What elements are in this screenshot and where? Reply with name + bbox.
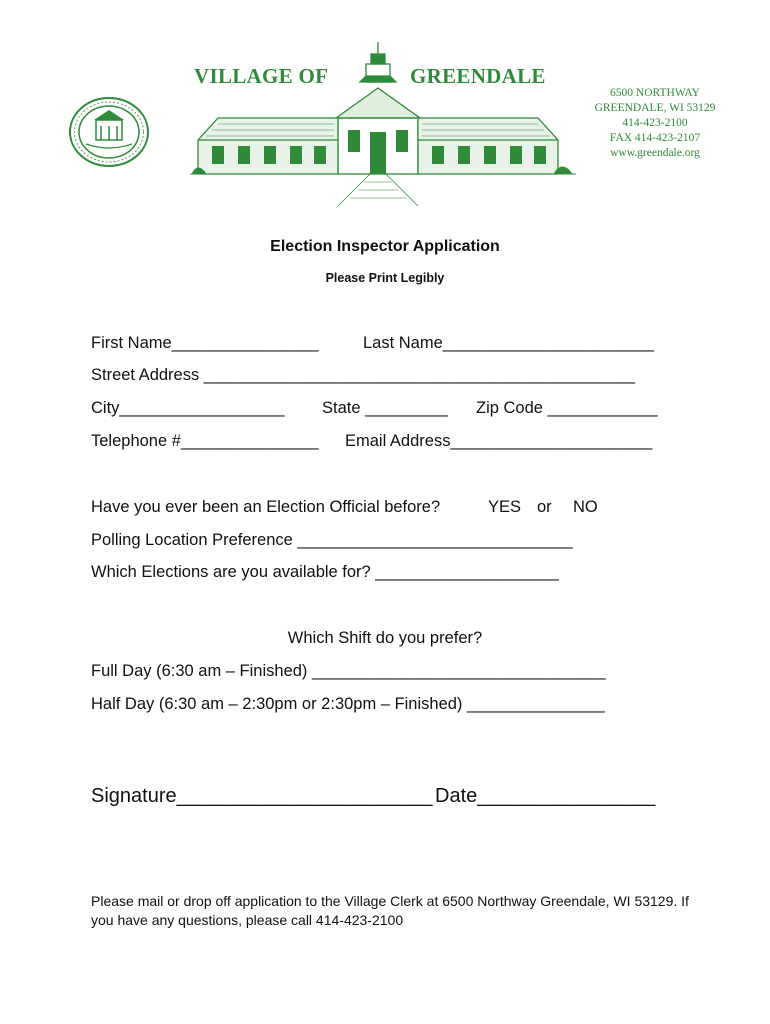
village-name-left: VILLAGE OF <box>194 64 329 88</box>
address-fax: FAX 414-423-2107 <box>609 132 701 144</box>
address-website: www.greendale.org <box>610 147 700 159</box>
full-day-field[interactable]: Full Day (6:30 am – Finished) ________________________________ <box>91 662 606 680</box>
form-title: Election Inspector Application <box>270 238 500 255</box>
last-name-field[interactable]: Last Name_______________________ <box>363 334 654 352</box>
address-phone: 414-423-2100 <box>622 117 688 129</box>
date-field[interactable]: Date________________ <box>435 785 656 807</box>
city-field[interactable]: City__________________ <box>91 399 285 417</box>
address-city: GREENDALE, WI 53129 <box>594 102 716 114</box>
yes-option[interactable]: YES <box>488 498 522 516</box>
polling-location-field[interactable]: Polling Location Preference ______________________________ <box>91 531 573 549</box>
village-address <box>590 86 720 161</box>
village-name-right: GREENDALE <box>410 64 546 88</box>
village-seal <box>68 96 150 168</box>
form-subtitle: Please Print Legibly <box>325 271 445 285</box>
half-day-field[interactable]: Half Day (6:30 am – 2:30pm or 2:30pm – Finished) _______________ <box>91 695 605 713</box>
election-official-question: Have you ever been an Election Official before? <box>91 498 441 516</box>
signature-field[interactable]: Signature_______________________ <box>91 785 433 807</box>
state-field[interactable]: State _________ <box>322 399 448 417</box>
village-hall-illustration <box>188 40 578 208</box>
no-option[interactable]: NO <box>573 498 598 516</box>
email-field[interactable]: Email Address______________________ <box>345 432 653 450</box>
elections-available-field[interactable]: Which Elections are you available for? ____________________ <box>91 563 559 581</box>
zip-code-field[interactable]: Zip Code ____________ <box>476 399 658 417</box>
telephone-field[interactable]: Telephone #_______________ <box>91 432 319 450</box>
address-street: 6500 NORTHWAY <box>610 87 700 99</box>
footer-instructions: Please mail or drop off application to the Village Clerk at 6500 Northway Greendale, WI 53129. If you have any questions, please call 414-423-2100 <box>91 893 689 928</box>
first-name-field[interactable]: First Name________________ <box>91 334 319 352</box>
shift-heading: Which Shift do you prefer? <box>287 629 483 647</box>
or-label: or <box>537 498 552 516</box>
street-address-field[interactable]: Street Address _______________________________________________ <box>91 366 636 384</box>
